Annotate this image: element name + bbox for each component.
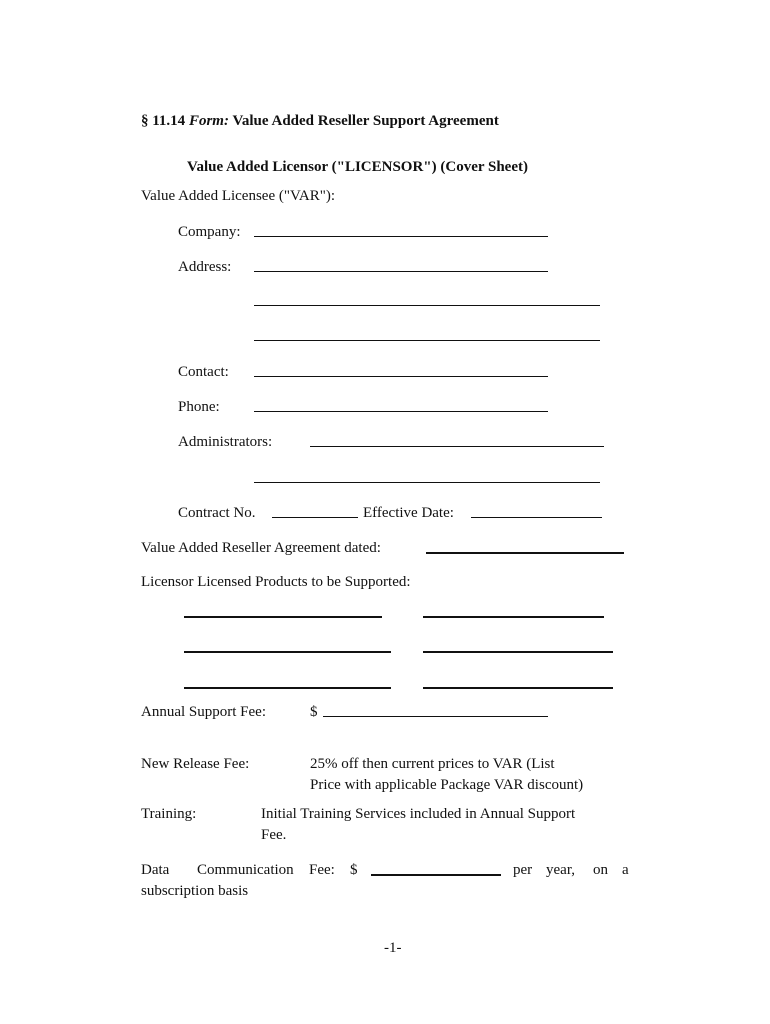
contact-field[interactable]: [254, 376, 548, 377]
administrators-field-line-2[interactable]: [254, 482, 600, 483]
annual-support-fee-field[interactable]: [323, 716, 548, 717]
contract-no-label: Contract No.: [178, 505, 256, 521]
agreement-dated-field[interactable]: [426, 552, 624, 554]
product-field-6[interactable]: [423, 687, 613, 689]
data-comm-text-2: subscription basis: [141, 883, 249, 899]
company-field[interactable]: [254, 236, 548, 237]
address-field-line-1[interactable]: [254, 271, 548, 272]
data-communication-fee-field[interactable]: [371, 874, 501, 876]
data-comm-word-7: on: [593, 862, 608, 878]
address-field-line-3[interactable]: [254, 340, 600, 341]
training-text-2: Fee.: [261, 827, 287, 843]
administrators-field-line-1[interactable]: [310, 446, 604, 447]
company-label: Company:: [178, 224, 241, 240]
form-title: Value Added Reseller Support Agreement: [232, 113, 499, 129]
data-comm-word-6: year,: [546, 862, 575, 878]
effective-date-field[interactable]: [471, 517, 602, 518]
product-field-3[interactable]: [184, 651, 391, 653]
products-label: Licensor Licensed Products to be Supported:: [141, 574, 411, 590]
data-comm-word-5: per: [513, 862, 533, 878]
product-field-5[interactable]: [184, 687, 391, 689]
contract-no-field[interactable]: [272, 517, 358, 518]
agreement-dated-label: Value Added Reseller Agreement dated:: [141, 540, 381, 556]
new-release-fee-text-1: 25% off then current prices to VAR (List: [310, 756, 555, 772]
section-heading: [141, 112, 499, 130]
training-text-1: Initial Training Services included in Annual Support: [261, 806, 576, 822]
annual-fee-currency: $: [310, 704, 318, 720]
phone-field[interactable]: [254, 411, 548, 412]
administrators-label: Administrators:: [178, 434, 273, 450]
section-number: § 11.14: [141, 113, 186, 129]
data-comm-word-2: Communication: [197, 862, 294, 878]
address-field-line-2[interactable]: [254, 305, 600, 306]
product-field-1[interactable]: [184, 616, 382, 618]
contact-label: Contact:: [178, 364, 229, 380]
phone-label: Phone:: [178, 399, 220, 415]
data-comm-currency: $: [350, 862, 358, 878]
data-comm-word-8: a: [622, 862, 629, 878]
licensee-label: Value Added Licensee ("VAR"):: [141, 188, 336, 204]
new-release-fee-label: New Release Fee:: [141, 756, 250, 772]
new-release-fee-text-2: Price with applicable Package VAR discount): [310, 777, 584, 793]
data-comm-word-3: Fee:: [309, 862, 335, 878]
address-label: Address:: [178, 259, 232, 275]
form-word: Form:: [188, 113, 229, 129]
data-comm-word-1: Data: [141, 862, 170, 878]
page-number: -1-: [384, 940, 402, 956]
product-field-2[interactable]: [423, 616, 604, 618]
cover-sheet-title: Value Added Licensor ("LICENSOR") (Cover Sheet): [187, 159, 528, 175]
training-label: Training:: [141, 806, 197, 822]
effective-date-label: Effective Date:: [363, 505, 454, 521]
product-field-4[interactable]: [423, 651, 613, 653]
annual-support-fee-label: Annual Support Fee:: [141, 704, 266, 720]
